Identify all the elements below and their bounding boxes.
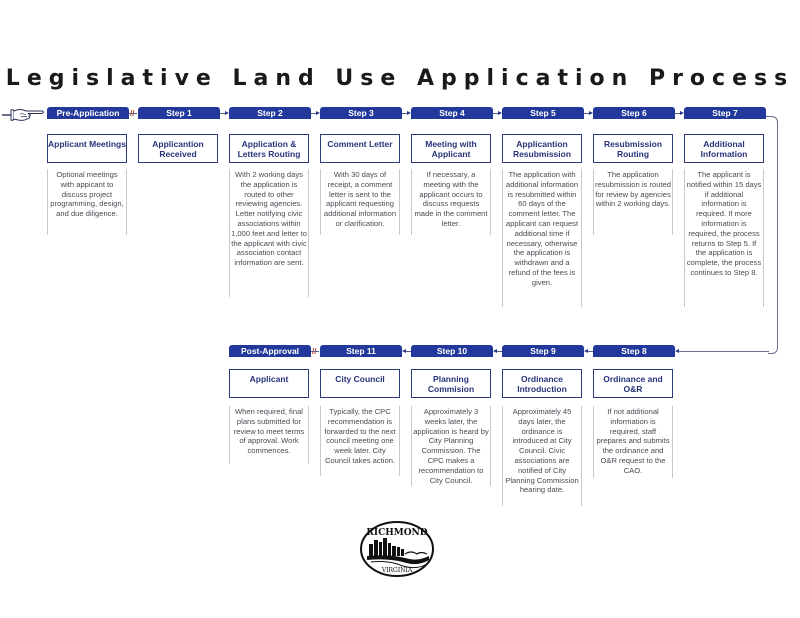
arrow-icon [225,111,229,115]
stage-title-box: Resubmission Routing [593,134,673,163]
step-header: Post-Approval [229,345,311,357]
step-header: Step 11 [320,345,402,357]
connector-line [311,351,319,352]
stage-title-box: Comment Letter [320,134,400,163]
stage-description: Approximately 45 days later, the ordinance is introduced at City Council. Civic associations are notified of City Planning Commission hearing date. [502,406,582,506]
stage-description: The application with additional information is resubmitted within 60 days of the comment letter. The applicant can request additional time if necessary, otherwise the application is withdrawn and a refund of the fees is given. [502,169,582,307]
stage-title-box: Applicant Meetings [47,134,127,163]
logo-top-text: RICHMOND [366,528,428,538]
arrow-icon [407,111,411,115]
stage-title-box: Planning Commision [411,369,491,398]
arrow-icon [316,111,320,115]
step-header: Step 2 [229,107,311,119]
stage-description: The application resubmission is routed for review by agencies within 2 working days. [593,169,673,235]
connector-line [129,113,137,114]
arrow-icon [589,111,593,115]
richmond-virginia-logo [359,520,435,578]
stage-description: When required, final plans submitted for review to meet terms of approval. Work commences. [229,406,309,464]
arrow-icon [675,349,679,353]
step-header: Step 9 [502,345,584,357]
stage-description: Approximately 3 weeks later, the application is heard by City Planning Commission. The CPC makes a recommendation to City Council. [411,406,491,486]
stage-title-box: City Council [320,369,400,398]
arrow-icon [498,111,502,115]
stage-title-box: Applicantion Received [138,134,218,163]
stage-title-box: Applicant [229,369,309,398]
step-header: Pre-Application [47,107,129,119]
connector-line [497,351,502,352]
arrow-icon [680,111,684,115]
connector-line [406,351,411,352]
stage-description: If not additional information is required, staff prepares and submits the ordinance and O&R request to the CAO. [593,406,673,478]
step-header: Step 1 [138,107,220,119]
break-marker-icon [130,110,134,118]
step-header: Step 3 [320,107,402,119]
stage-description: Optional meetings with appicant to discuss project programming, design, and due diligence. [47,169,127,235]
stage-title-box: Applicantion Resubmission [502,134,582,163]
stage-title-box: Additional Information [684,134,764,163]
stage-description: The applicant is notified within 15 days if additional information is required. If more information is required, the process returns to Step 5. If the application is complete, the process continues to Step 8. [684,169,764,307]
pointing-hand-icon [2,107,46,123]
connector-line [679,351,769,352]
stage-title-box: Application & Letters Routing [229,134,309,163]
stage-description: With 2 working days the application is routed to other reviewing agencies. Letter notifying civic associations within 1,000 feet and letter to the applicant with civic association contact information are sent. [229,169,309,297]
step-header: Step 6 [593,107,675,119]
break-marker-icon [312,348,316,356]
connector-line [588,351,593,352]
stage-title-box: Ordinance and O&R [593,369,673,398]
stage-description: If necessary, a meeting with the applicant occurs to discuss requests made in the comment letter. [411,169,491,235]
step-header: Step 7 [684,107,766,119]
step-header: Step 10 [411,345,493,357]
stage-title-box: Ordinance Introduction [502,369,582,398]
step-header: Step 5 [502,107,584,119]
stage-description: Typically, the CPC recommendation is forwarded to the next council meeting one week later. City Council takes action. [320,406,400,476]
page-title: Legislative Land Use Application Process [5,66,795,91]
step-header: Step 4 [411,107,493,119]
stage-title-box: Meeting with Applicant [411,134,491,163]
stage-description: With 30 days of receipt, a comment letter is sent to the applicant requesting additional information or clarification. [320,169,400,235]
loop-connector [768,116,778,354]
step-header: Step 8 [593,345,675,357]
logo-bottom-text: VIRGINIA [381,567,413,574]
